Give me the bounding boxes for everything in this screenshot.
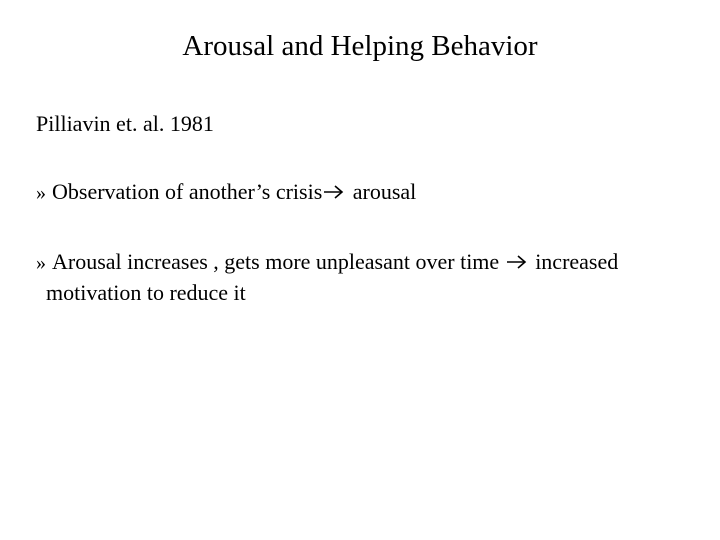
- bullet-text-before: Arousal increases , gets more unpleasant over time: [52, 249, 505, 274]
- right-arrow-icon: [323, 184, 345, 200]
- bullet-marker: »: [36, 182, 46, 204]
- bullet-text-after: increased: [529, 249, 619, 274]
- bullet-line: [36, 247, 686, 278]
- slide-title: Arousal and Helping Behavior: [182, 30, 538, 62]
- bullet-item: [36, 177, 686, 208]
- bullet-marker: »: [36, 252, 46, 274]
- bullet-text-after: arousal: [347, 179, 417, 204]
- right-arrow-icon: [506, 254, 528, 270]
- bullet-item: [36, 247, 686, 308]
- bullet-line: [36, 177, 686, 208]
- slide-subtitle: Pilliavin et. al. 1981: [36, 111, 214, 136]
- bullet-text-before: Observation of another’s crisis: [52, 179, 323, 204]
- bullet-continuation: motivation to reduce it: [46, 280, 246, 305]
